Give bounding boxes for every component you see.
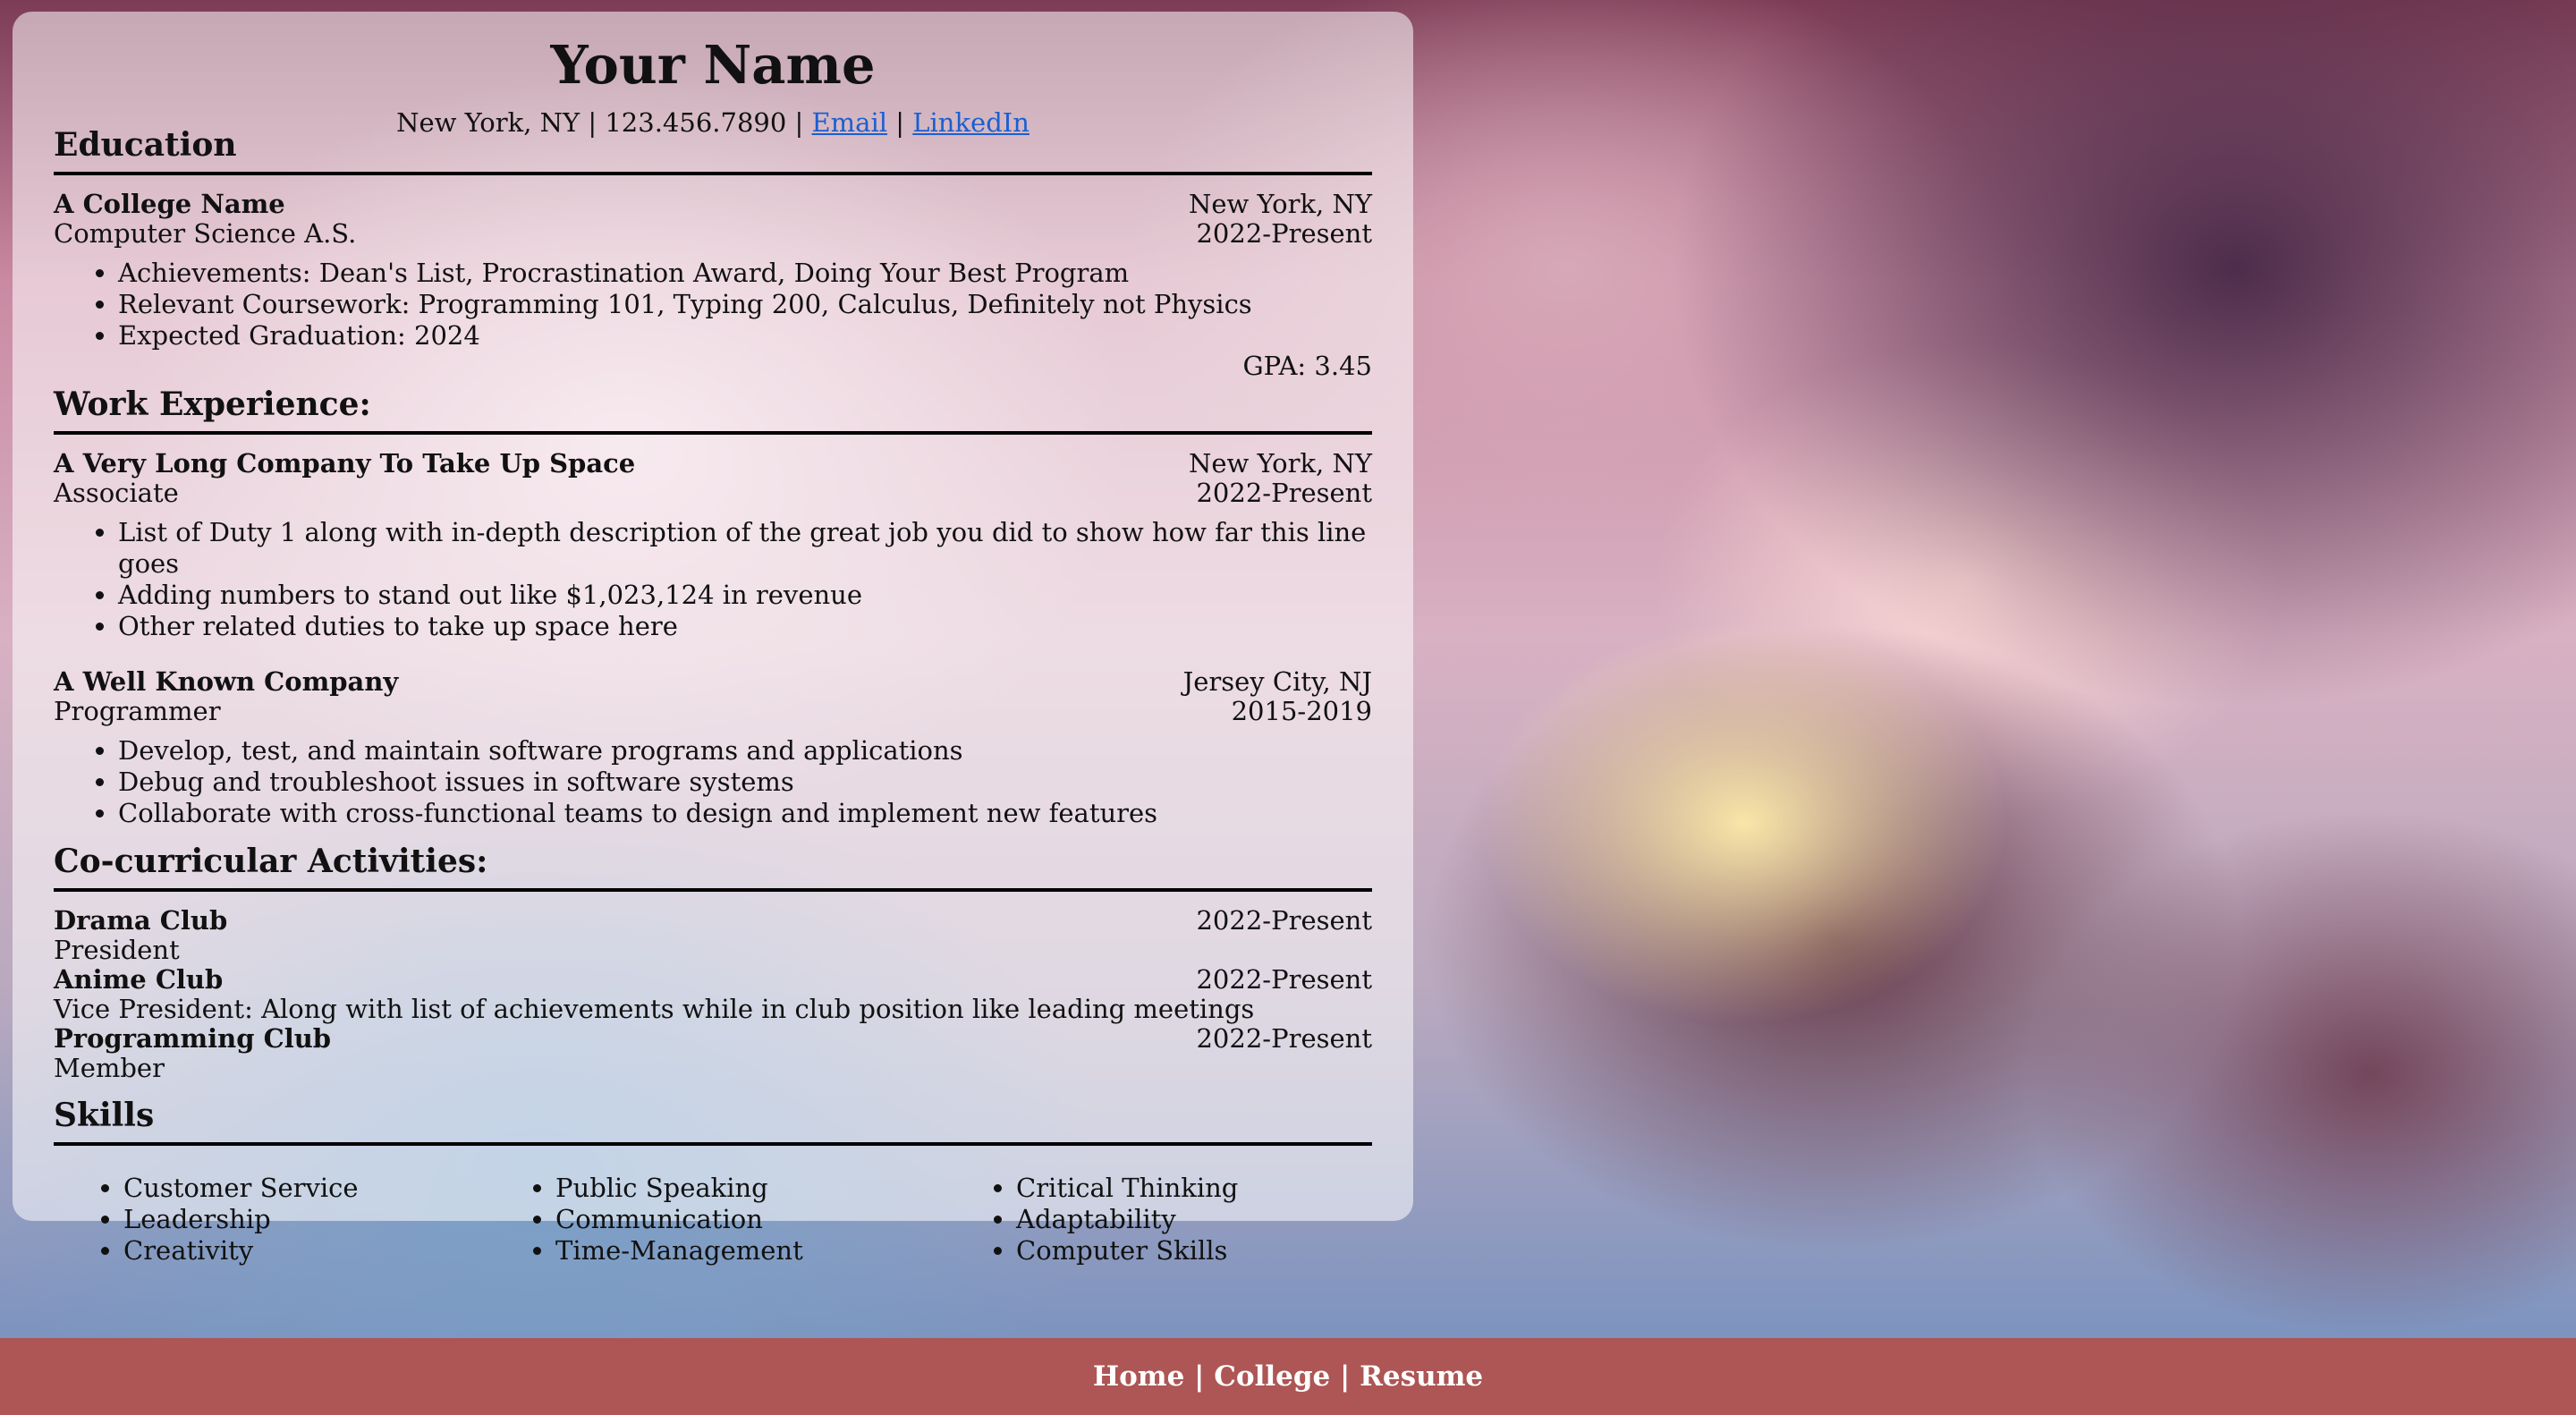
company-name: A Well Known Company xyxy=(54,666,399,697)
job-bullets xyxy=(54,735,1372,829)
list-item: • Other related duties to take up space here xyxy=(118,611,1372,642)
education-dates: 2022-Present xyxy=(1196,218,1372,249)
education-degree-row xyxy=(54,219,1372,249)
list-item: • Develop, test, and maintain software programs and applications xyxy=(118,735,1372,767)
location-phone-text: New York, NY | 123.456.7890 | xyxy=(396,107,804,138)
skills-section xyxy=(54,1099,1372,1267)
activity-name: Anime Club xyxy=(54,964,224,995)
list-item: • Debug and troubleshoot issues in software systems xyxy=(118,767,1372,798)
job-bullets xyxy=(54,517,1372,642)
skills-column xyxy=(946,1173,1238,1267)
activities-section xyxy=(54,845,1372,1083)
job-role: Associate xyxy=(54,478,179,508)
activity-role: President xyxy=(54,935,180,965)
list-item: • List of Duty 1 along with in-depth description of the great job you did to show how far this line goes xyxy=(118,517,1372,580)
job-role-row xyxy=(54,697,1372,726)
job-entry xyxy=(54,667,1372,829)
education-bullets xyxy=(54,258,1372,352)
list-item: • Creativity xyxy=(123,1235,486,1267)
list-item: • Collaborate with cross-functional teams to design and implement new features xyxy=(118,798,1372,829)
activity-row xyxy=(54,1024,1372,1054)
nav-separator: | xyxy=(1194,1360,1205,1393)
list-item: • Public Speaking xyxy=(555,1173,946,1204)
activity-role: Vice President: Along with list of achievements while in club position like leading meetings xyxy=(54,994,1255,1024)
list-item: • Expected Graduation: 2024 xyxy=(118,320,1372,352)
activities-heading: Co-curricular Activities: xyxy=(54,845,1372,892)
list-item: • Relevant Coursework: Programming 101, Typing 200, Calculus, Definitely not Physics xyxy=(118,289,1372,320)
linkedin-link[interactable]: LinkedIn xyxy=(912,107,1030,138)
skills-grid xyxy=(54,1173,1372,1267)
school-location: New York, NY xyxy=(1188,189,1372,219)
activity-role-row xyxy=(54,1054,1372,1083)
skills-column xyxy=(54,1173,486,1267)
activity-row xyxy=(54,965,1372,995)
company-location: New York, NY xyxy=(1188,448,1372,479)
email-link[interactable]: Email xyxy=(811,107,888,138)
activity-role: Member xyxy=(54,1053,165,1083)
activity-dates: 2022-Present xyxy=(1196,1023,1372,1054)
school-name: A College Name xyxy=(54,189,285,219)
gpa: GPA: 3.45 xyxy=(1242,351,1372,381)
work-section xyxy=(54,388,1372,829)
job-company-row xyxy=(54,449,1372,479)
nav-college-link[interactable]: College xyxy=(1214,1360,1331,1393)
list-item: • Adding numbers to stand out like $1,023,124 in revenue xyxy=(118,580,1372,611)
activity-dates: 2022-Present xyxy=(1196,964,1372,995)
list-item: • Computer Skills xyxy=(1016,1235,1238,1267)
education-heading: Education xyxy=(54,129,1372,175)
footer-nav xyxy=(0,1338,2576,1415)
education-school-row xyxy=(54,190,1372,219)
activity-name: Drama Club xyxy=(54,905,228,936)
job-company-row xyxy=(54,667,1372,697)
company-name: A Very Long Company To Take Up Space xyxy=(54,448,636,479)
activity-role-row xyxy=(54,936,1372,965)
activity-role-row xyxy=(54,995,1372,1024)
education-section xyxy=(54,126,1372,381)
job-role: Programmer xyxy=(54,696,221,726)
resume-card xyxy=(13,12,1413,1266)
nav-resume-link[interactable]: Resume xyxy=(1360,1360,1484,1393)
nav-separator: | xyxy=(1340,1360,1351,1393)
job-role-row xyxy=(54,479,1372,508)
company-location: Jersey City, NJ xyxy=(1182,666,1372,697)
skills-column xyxy=(486,1173,946,1267)
activity-name: Programming Club xyxy=(54,1023,332,1054)
contact-separator: | xyxy=(895,107,905,138)
activity-row xyxy=(54,906,1372,936)
nav-home-link[interactable]: Home xyxy=(1092,1360,1185,1393)
degree: Computer Science A.S. xyxy=(54,218,357,249)
page-title: Your Name xyxy=(550,34,876,96)
list-item: • Customer Service xyxy=(123,1173,486,1204)
job-dates: 2015-2019 xyxy=(1231,696,1372,726)
job-dates: 2022-Present xyxy=(1196,478,1372,508)
work-heading: Work Experience: xyxy=(54,388,1372,435)
activity-dates: 2022-Present xyxy=(1196,905,1372,936)
list-item: • Critical Thinking xyxy=(1016,1173,1238,1204)
list-item: • Achievements: Dean's List, Procrastination Award, Doing Your Best Program xyxy=(118,258,1372,289)
list-item: • Adaptability xyxy=(1016,1204,1238,1235)
job-entry xyxy=(54,449,1372,642)
list-item: • Leadership xyxy=(123,1204,486,1235)
list-item: • Communication xyxy=(555,1204,946,1235)
skills-heading: Skills xyxy=(54,1099,1372,1146)
list-item: • Time-Management xyxy=(555,1235,946,1267)
